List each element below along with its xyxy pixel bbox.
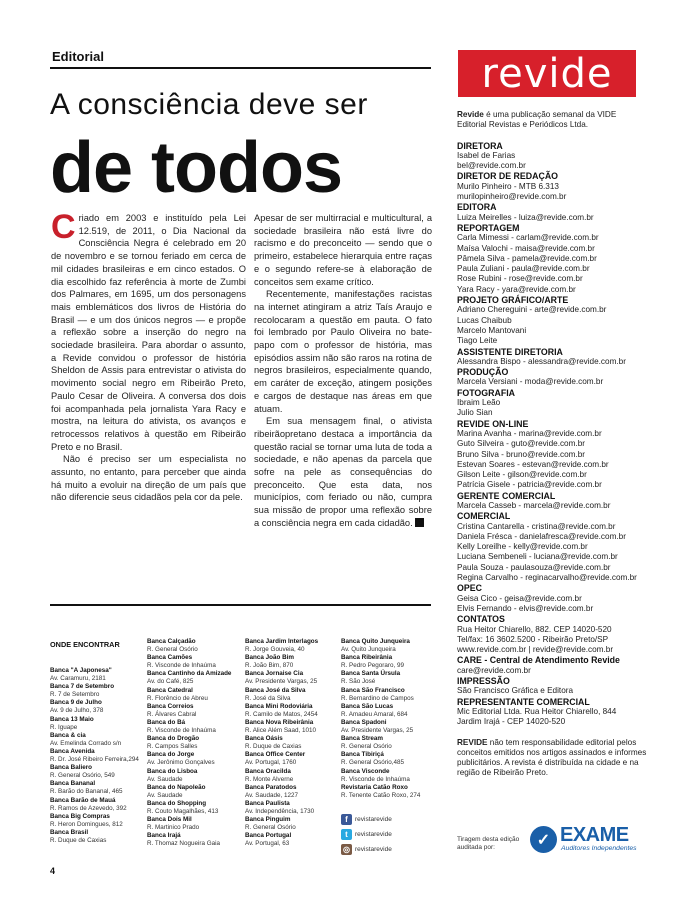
masthead-line: Marcela Versiani - moda@revide.com.br <box>457 377 604 387</box>
stands-column-3 <box>245 638 337 848</box>
masthead-section <box>457 367 647 388</box>
headline-line-2: de todos <box>50 128 342 208</box>
masthead-section <box>457 347 647 368</box>
top-rule <box>50 67 431 69</box>
masthead-line: Regina Carvalho - reginacarvalho@revide.com.br <box>457 573 637 583</box>
stand-address: R. Visconde de Inhaúma <box>341 775 410 783</box>
stand-name: Banca São Lucas <box>341 702 394 710</box>
masthead-line: Lucas Chaibub <box>457 315 512 325</box>
stand-address: R. 7 de Setembro <box>50 691 100 699</box>
masthead-line: Luiza Meirelles - luiza@revide.com.br <box>457 212 594 222</box>
masthead-line: Elvis Fernando - elvis@revide.com.br <box>457 603 594 613</box>
masthead-line: murilopinheiro@revide.com.br <box>457 192 567 202</box>
masthead-role: DIRETOR DE REDAÇÃO <box>457 171 559 182</box>
stand-name: Banca Visconde <box>341 767 390 775</box>
stand-name: Banca 7 de Setembro <box>50 683 115 691</box>
masthead-line: bel@revide.com.br <box>457 161 526 171</box>
masthead-role: REPRESENTANTE COMERCIAL <box>457 696 590 707</box>
masthead-role: PRODUÇÃO <box>457 367 509 378</box>
masthead-section <box>457 202 647 223</box>
masthead-section <box>457 614 647 655</box>
article-paragraph: Não é preciso ser um especialista no assunto, no entanto, para perceber que ainda há muito a evoluir na direção de um país que não diferencie seus cidadãos pela cor da pele. <box>51 454 246 503</box>
masthead-section <box>457 419 647 491</box>
stand-name: Banca João Bim <box>245 654 294 662</box>
masthead-line: Maísa Valochi - maisa@revide.com.br <box>457 243 595 253</box>
audit-note: Tiragem desta edição auditada por: <box>457 836 520 851</box>
masthead-section <box>457 676 647 697</box>
facebook-icon: f <box>341 814 352 825</box>
stand-address: R. Couto Magalhães, 413 <box>147 807 219 815</box>
stand-name: Banca Oásis <box>245 735 283 743</box>
masthead-line: Estevan Soares - estevan@revide.com.br <box>457 459 609 469</box>
stand-address: R. Álvares Cabral <box>147 710 197 718</box>
masthead-section <box>457 295 647 346</box>
masthead-line: Yara Racy - yara@revide.com.br <box>457 284 576 294</box>
stand-address: Av. 9 de Julho, 378 <box>50 707 104 715</box>
stand-name: Banca "A Japonesa" <box>50 667 112 674</box>
revide-logo <box>458 50 636 97</box>
stand-name: Banca do Shopping <box>147 799 207 807</box>
stand-name: Banca do Napoleão <box>147 783 206 791</box>
masthead-line: Daniela Frésca - danielafresca@revide.com.br <box>457 531 626 541</box>
stand-name: Banca Big Compras <box>50 812 110 820</box>
stand-address: Av. Emelinda Corrado s/n <box>50 739 122 747</box>
article-paragraph: Em sua mensagem final, o ativista ribeirãopretano destaca a importância da questão racial se tornar uma luta de toda a sociedade, e não apenas da parcela que sofre na pele as consequências do preconceito. Que esta data, nos municípios, com feriado ou não, cumpra sua missão de propor uma reflexão sobre a consciência negra em cada cidadão. <box>254 416 432 528</box>
stand-name: Banca Pinguim <box>245 816 291 824</box>
stand-name: Banca Paulista <box>245 799 290 807</box>
social-link[interactable] <box>341 842 392 857</box>
stand-address: R. Alice Além Saad, 1010 <box>245 727 317 735</box>
article-paragraph: Criado em 2003 e instituído pela Lei 12.519, de 2011, o Dia Nacional da Consciência Negra é celebrado em 20 de novembro e se tornou feriado em cerca de mil cidades brasileiras e em cinco estados. O dia escolhido faz referência à morte de Zumbi dos Palmares, em 1695, um dos personagens mais emblemáticos dos livros de História do Brasil — e um dos únicos negros — e propõe a reflexão sobre a inserção do negro na sociedade brasileira. Para abordar o assunto, a Revide convidou o professor de história Sheldon de Assis para entrevistar o ativista do movimento social negro em Ribeirão Preto, Paulo Cesar de Oliveira. A conversa dos dois foi acompanhada pela jornalista Yara Racy e mostra, na leitura do ativista, os avanços e retrocessos relativos à questão em Ribeirão Preto e no Brasil. <box>51 208 246 452</box>
stand-address: R. Camilo de Matos, 2454 <box>245 710 318 718</box>
masthead-role: ASSISTENTE DIRETORIA <box>457 346 563 357</box>
article-paragraph: Apesar de ser multirracial e multicultural, a sociedade brasileira não está livre do racismo e do preconceito — sendo que o primeiro, estabelece hierarquia entre raças e o segundo refere-se à elaboração de conceitos sem exame crítico. <box>254 213 432 287</box>
masthead-role: GERENTE COMERCIAL <box>457 490 556 501</box>
stands-heading: ONDE ENCONTRAR <box>50 640 120 649</box>
stand-address: R. Visconde de Inhaúma <box>147 727 216 735</box>
exame-subtitle: Auditores Independentes <box>561 845 637 852</box>
stand-name: Banca Barão de Mauá <box>50 796 116 804</box>
masthead-line: Gilson Leite - gilson@revide.com.br <box>457 470 587 480</box>
stand-address: Av. Saudade <box>147 791 183 799</box>
stand-name: Banca José da Silva <box>245 686 306 694</box>
masthead-role: EDITORA <box>457 202 497 213</box>
social-link[interactable] <box>341 812 392 827</box>
masthead-section <box>457 141 647 172</box>
masthead-line: www.revide.com.br | revide@revide.com.br <box>457 645 614 655</box>
masthead-role: COMERCIAL <box>457 511 511 522</box>
stand-name: Banca Camões <box>147 654 193 662</box>
masthead-line: Julio Sian <box>457 408 493 418</box>
stand-name: Banca Jornaise Cia <box>245 670 304 678</box>
masthead-disclaimer: REVIDE não tem responsabilidade editorial pelos conceitos emitidos nos artigos assinados e informes publicitários. A revista é distribuída na cidade e na região de Ribeirão Preto. <box>457 737 647 778</box>
masthead-line: Bruno Silva - bruno@revide.com.br <box>457 449 585 459</box>
stand-name: Banca Cantinho da Amizade <box>147 670 232 678</box>
masthead-section <box>457 655 647 676</box>
social-link[interactable] <box>341 827 392 842</box>
stand-address: R. Monte Alverne <box>245 775 294 783</box>
stand-address: R. Jorge Gouveia, 40 <box>245 646 305 654</box>
stands-column-2 <box>147 638 239 848</box>
masthead-line: Tiago Leite <box>457 336 498 346</box>
stand-address: R. Ramos de Azevedo, 392 <box>50 804 127 812</box>
stand-address: R. Iguape <box>50 723 78 731</box>
masthead-line: Luciana Sembeneli - luciana@revide.com.br <box>457 552 618 562</box>
stand-address: R. Barão do Bananal, 465 <box>50 788 123 796</box>
stand-address: R. Pedro Pegoraro, 99 <box>341 662 405 670</box>
stand-address: R. General Osório <box>147 646 198 654</box>
stand-name: Banca do Lisboa <box>147 767 198 775</box>
masthead-line: Kelly Loreilhe - kelly@revide.com.br <box>457 542 588 552</box>
stand-name: Banca Calçadão <box>147 638 196 645</box>
masthead-line: Alessandra Bispo - alessandra@revide.com.br <box>457 356 626 366</box>
social-links <box>341 812 392 857</box>
stand-name: Banca do Bá <box>147 718 186 726</box>
article-column-2 <box>254 212 432 530</box>
stand-name: Banca Stream <box>341 735 383 743</box>
stand-address: R. Amadeu Amaral, 684 <box>341 710 408 718</box>
stand-name: Banca & cia <box>50 731 86 739</box>
stand-name: Banca Bananal <box>50 780 96 788</box>
stands-column-1 <box>50 667 142 845</box>
social-handle: revistarevide <box>355 831 392 838</box>
stand-name: Banca Dois Mil <box>147 816 192 824</box>
stand-address: Av. Quito Junqueira <box>341 646 396 654</box>
stand-name: Banca 13 Maio <box>50 715 94 723</box>
logo-text: revide <box>481 50 613 97</box>
masthead-section <box>457 511 647 583</box>
stand-address: Av. Jerônimo Gonçalves <box>147 759 215 767</box>
headline-line-1: A consciência deve ser <box>50 88 368 121</box>
masthead-section <box>457 583 647 614</box>
stand-name: Banca Catedral <box>147 686 193 694</box>
stand-address: R. Florêncio de Abreu <box>147 694 208 702</box>
article-column-1 <box>51 208 246 504</box>
stand-name: Banca Office Center <box>245 751 306 759</box>
masthead-section <box>457 697 647 728</box>
masthead-line: Paula Souza - paulasouza@revide.com.br <box>457 562 611 572</box>
stand-address: R. General Osório,485 <box>341 759 404 767</box>
masthead-line: Paula Zuliani - paula@revide.com.br <box>457 264 590 274</box>
masthead-line: Jardim Irajá - CEP 14020-520 <box>457 717 566 727</box>
stand-address: R. Thomaz Nogueira Gaia <box>147 840 221 848</box>
stand-name: Banca Jardim Interlagos <box>245 638 319 645</box>
stand-address: R. Heron Domingues, 812 <box>50 820 123 828</box>
masthead-role: DIRETORA <box>457 140 503 151</box>
checkmark-seal-icon: ✓ <box>530 826 557 853</box>
stand-address: R. Bernardino de Campos <box>341 694 414 702</box>
stand-address: Av. Independência, 1730 <box>245 807 315 815</box>
masthead-line: Adriano Chereguini - arte@revide.com.br <box>457 305 607 315</box>
masthead-section <box>457 223 647 295</box>
twitter-icon: t <box>341 829 352 840</box>
stand-name: Banca Spadoni <box>341 718 387 726</box>
social-handle: revistarevide <box>355 816 392 823</box>
exame-audit-logo <box>530 826 640 856</box>
masthead-line: Marina Avanha - marina@revide.com.br <box>457 428 602 438</box>
stand-address: R. Duque de Caxias <box>50 836 107 844</box>
masthead-line: Ibraim Leão <box>457 398 501 408</box>
stand-address: Av. do Café, 825 <box>147 678 194 686</box>
masthead-line: Carla Mimessi - carlam@revide.com.br <box>457 233 599 243</box>
end-mark-icon <box>415 518 424 527</box>
instagram-icon: ◎ <box>341 844 352 855</box>
masthead-line: Mic Editorial Ltda. Rua Heitor Chiarello, 844 <box>457 706 617 716</box>
masthead-role: REVIDE ON-LINE <box>457 418 529 429</box>
stand-address: R. Dr. José Ribeiro Ferreira,294 <box>50 756 139 764</box>
masthead-section <box>457 171 647 202</box>
stand-name: Banca Avenida <box>50 747 95 755</box>
stand-name: Banca Irajá <box>147 832 181 840</box>
masthead-line: Geisa Cico - geisa@revide.com.br <box>457 593 582 603</box>
stand-name: Banca do Drogão <box>147 735 200 743</box>
social-handle: revistarevide <box>355 846 392 853</box>
stand-name: Banca Paratodos <box>245 783 297 791</box>
stand-name: Banca Correios <box>147 702 194 710</box>
stand-address: R. Visconde de Inhaúma <box>147 662 216 670</box>
masthead-role: PROJETO GRÁFICO/ARTE <box>457 295 569 306</box>
section-label: Editorial <box>52 49 105 64</box>
masthead-line: Cristina Cantarella - cristina@revide.com.br <box>457 521 616 531</box>
stand-name: Banca Brasil <box>50 828 89 836</box>
stand-name: Banca Nova Ribeirânia <box>245 718 314 726</box>
stand-address: Av. Portugal, 63 <box>245 840 290 848</box>
bottom-rule <box>50 604 431 606</box>
masthead-role: IMPRESSÃO <box>457 676 510 687</box>
masthead-intro: Revide é uma publicação semanal da VIDE Editorial Revistas e Periódicos Ltda. <box>457 110 617 130</box>
stand-address: R. José da Silva <box>245 694 291 702</box>
stand-name: Banca Baliero <box>50 764 92 772</box>
stand-name: Banca São Francisco <box>341 686 405 694</box>
stand-address: Av. Portugal, 1760 <box>245 759 297 767</box>
masthead-role: CONTATOS <box>457 614 505 625</box>
masthead-section <box>457 388 647 419</box>
stand-address: R. Campos Salles <box>147 743 198 751</box>
exame-wordmark: EXAME <box>560 824 629 846</box>
masthead-line: care@revide.com.br <box>457 665 531 675</box>
stand-address: Av. Presidente Vargas, 25 <box>341 727 414 735</box>
masthead <box>457 110 647 779</box>
drop-cap: C <box>51 208 76 246</box>
article-paragraph: Recentemente, manifestações racistas na internet atingiram a atriz Taís Araujo e recolocaram a questão em pauta. O fato foi lembrado por Paulo Oliveira no bate-papo com o professor de história, mas episódios assim não são raros na rotina de negros brasileiros, especialmente quando, em caráter de exceção, atingem posições e cargos de destaque nas áreas em que atuam. <box>254 289 432 414</box>
stand-address: R. Martinico Prado <box>147 824 200 832</box>
masthead-role: FOTOGRAFIA <box>457 387 515 398</box>
masthead-role: OPEC <box>457 583 482 594</box>
stand-address: R. General Osório <box>341 743 392 751</box>
masthead-line: Rose Rubini - rose@revide.com.br <box>457 274 583 284</box>
stand-address: Av. Caramuru, 2181 <box>50 675 106 683</box>
masthead-line: São Francisco Gráfica e Editora <box>457 686 574 696</box>
stand-address: Av. Presidente Vargas, 25 <box>245 678 318 686</box>
stand-address: R. São José <box>341 678 376 686</box>
stand-address: R. Tenente Catão Roxo, 274 <box>341 791 421 799</box>
stand-name: Banca Quito Junqueira <box>341 638 410 645</box>
stand-name: Banca Portugal <box>245 832 292 840</box>
stand-address: Av. Saudade, 1227 <box>245 791 298 799</box>
stand-address: Av. Saudade <box>147 775 183 783</box>
masthead-line: Pâmela Silva - pamela@revide.com.br <box>457 253 597 263</box>
masthead-line: Marcelo Mantovani <box>457 325 527 335</box>
stand-name: Banca do Jorge <box>147 751 195 759</box>
stand-address: R. General Osório <box>245 824 296 832</box>
masthead-line: Murilo Pinheiro - MTB 6.313 <box>457 181 559 191</box>
masthead-role: REPORTAGEM <box>457 222 520 233</box>
stands-column-4 <box>341 638 433 800</box>
stand-address: R. João Bim, 870 <box>245 662 294 670</box>
stand-address: R. General Osório, 549 <box>50 772 115 780</box>
masthead-line: Isabel de Farias <box>457 150 516 160</box>
masthead-line: Rua Heitor Chiarello, 882. CEP 14020-520 <box>457 624 612 634</box>
masthead-section <box>457 491 647 512</box>
stand-name: Banca 9 de Julho <box>50 699 102 707</box>
masthead-line: Patrícia Gisele - patricia@revide.com.br <box>457 480 602 490</box>
stand-name: Revistaria Catão Roxo <box>341 783 408 791</box>
stand-name: Banca Ribeirânia <box>341 654 393 662</box>
stand-name: Banca Mini Rodoviária <box>245 702 313 710</box>
masthead-line: Tel/fax: 16 3602.5200 - Ribeirão Preto/SP <box>457 634 609 644</box>
page-number: 4 <box>50 866 56 876</box>
masthead-line: Guto Silveira - guto@revide.com.br <box>457 439 585 449</box>
stand-name: Banca Tibiriçá <box>341 751 384 759</box>
masthead-line: Marcela Casseb - marcela@revide.com.br <box>457 500 611 510</box>
stand-name: Banca Santa Úrsula <box>341 670 401 678</box>
stand-name: Banca Oracilda <box>245 767 291 775</box>
masthead-role: CARE - Central de Atendimento Revide <box>457 655 620 666</box>
stand-address: R. Duque de Caxias <box>245 743 302 751</box>
